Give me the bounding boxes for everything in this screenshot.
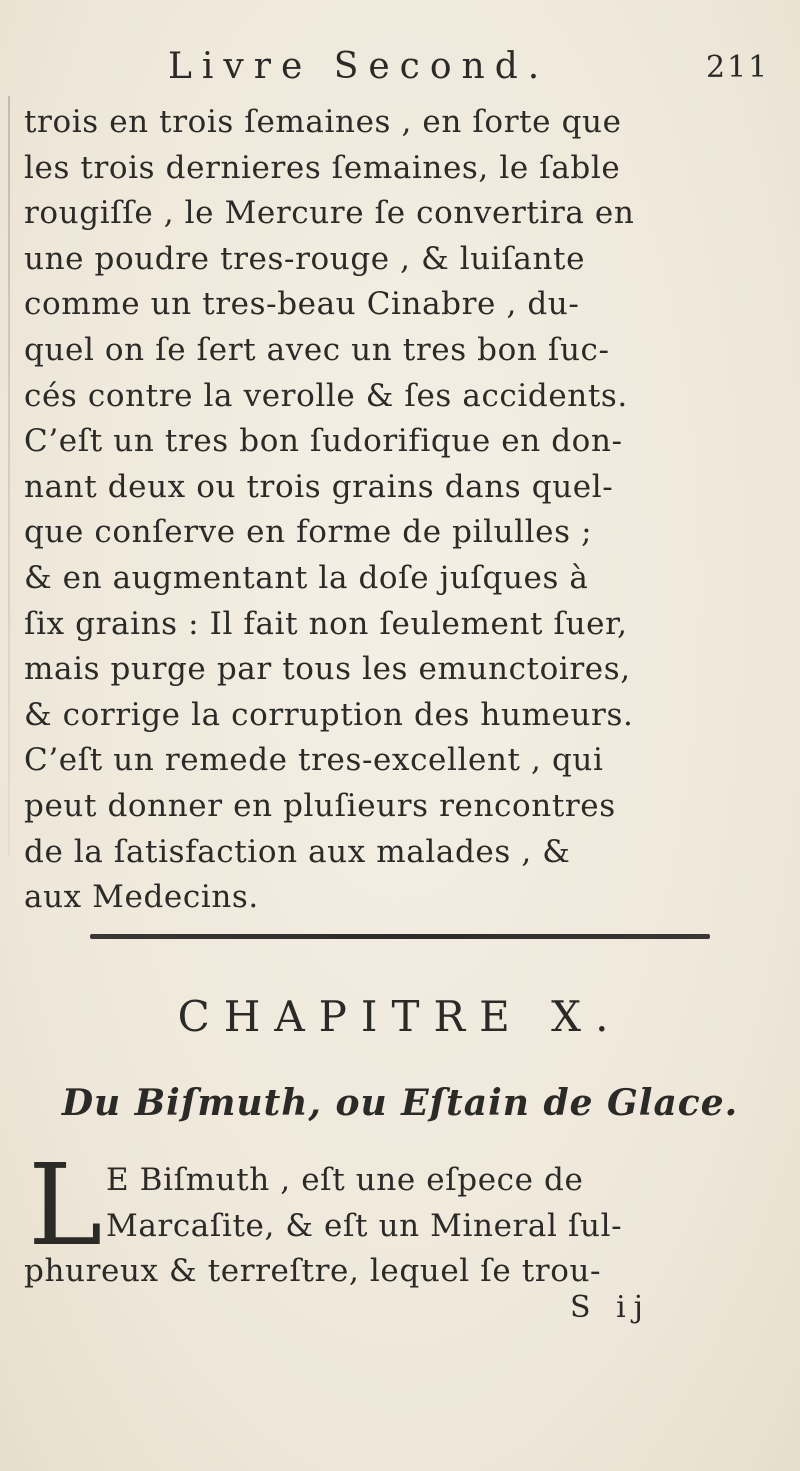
page-number: 211 — [706, 50, 770, 85]
text-line: nant deux ou trois grains dans quel- — [24, 468, 614, 505]
text-line: & corrige la corruption des humeurs. — [24, 696, 634, 733]
text-line: E Biſmuth , eſt une eſpece de — [106, 1162, 584, 1198]
drop-cap: L — [28, 1141, 103, 1271]
section-divider — [90, 934, 710, 939]
body-paragraph — [24, 100, 766, 921]
text-line: comme un tres-beau Cinabre , du- — [24, 286, 580, 323]
text-line: peut donner en pluſieurs rencontres — [24, 787, 616, 824]
text-line: C’eſt un remede tres-excellent , qui — [24, 742, 604, 779]
text-line: que conſerve en forme de pilulles ; — [24, 514, 593, 551]
text-line: rougiſſe , le Mercure ſe convertira en — [24, 195, 635, 232]
text-line: phureux & terreſtre, lequel ſe trou- — [24, 1253, 602, 1290]
text-line: ſix grains : Il fait non ſeulement ſuer, — [24, 605, 628, 642]
text-line: quel on ſe ſert avec un tres bon ſuc- — [24, 331, 610, 368]
text-line: mais purge par tous les emunctoires, — [24, 651, 631, 688]
text-line: les trois dernieres ſemaines, le ſable — [24, 149, 621, 186]
text-line: cés contre la verolle & ſes accidents. — [24, 377, 628, 414]
chapter-heading: CHAPITRE X. — [177, 992, 623, 1041]
chapter-subtitle: Du Biſmuth, ou Eſtain de Glace. — [61, 1082, 739, 1124]
gutter-shadow — [8, 96, 10, 856]
running-head — [0, 46, 800, 96]
text-line: une poudre tres-rouge , & luiſante — [24, 240, 586, 277]
signature-mark: S ij — [570, 1290, 651, 1325]
text-line: Marcaſite, & eſt un Mineral ſul- — [106, 1207, 623, 1244]
text-line: aux Medecins. — [24, 879, 259, 916]
text-line: trois en trois ſemaines , en ſorte que — [24, 104, 622, 140]
chapter-paragraph — [24, 1141, 766, 1295]
text-line: C’eſt un tres bon ſudorifique en don- — [24, 423, 623, 460]
text-line: de la ſatisfaction aux malades , & — [24, 833, 571, 870]
text-line: & en augmentant la doſe juſques à — [24, 559, 589, 596]
running-title: Livre Second. — [168, 46, 550, 87]
